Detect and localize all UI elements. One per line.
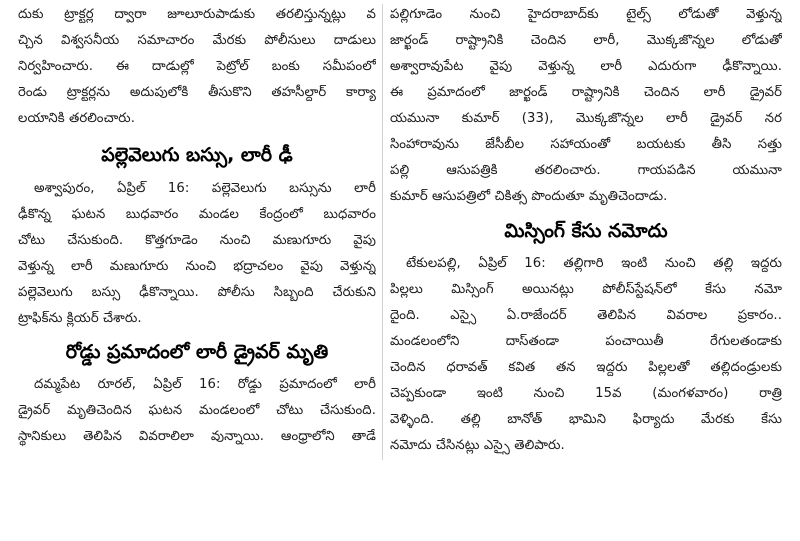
text-line: దమ్మపేట రూరల్, ఏప్రిల్ 16: రోడ్డు ప్రమాదంలో లారీ [34, 377, 376, 392]
text-line: ట్రాఫిక్‌ను క్లియర్ చేశారు. [18, 311, 142, 326]
text-line: అశ్వారావుపేట వైపు వెళ్తున్న లారీ ఎదురుగా ఢీకొన్నాయి. [390, 59, 782, 74]
text-line: కుమార్ ఆసుపత్రిలో చికిత్స పొందుతూ మృతిచెందాడు. [390, 189, 668, 204]
text-line: ఈ ప్రమాదంలో జార్ఖండ్ రాష్ట్రానికి చెందిన లారీ డ్రైవర్ [390, 85, 782, 100]
text-line: చెందిన ధరావత్ కవిత తన ఇద్దరు పిల్లలతో తల్లిదండ్రులకు [390, 360, 782, 375]
text-line: స్థానికులు తెలిపిన వివరాలిలా వున్నాయి. ఆంధ్రాలోని తాడే [18, 429, 376, 444]
text-line: పిల్లలు మిస్సింగ్ అయినట్లు పోలీస్‌స్టేషన్‌లో కేసు నమో [390, 282, 782, 297]
text-line: నమోదు చేసినట్లు ఎస్సై తెలిపారు. [390, 438, 565, 453]
text-line: వెళ్ళింది. తల్లి బానోత్ భామిని ఫిర్యాదు మేరకు కేసు [390, 412, 782, 427]
continued-story-text [18, 2, 376, 132]
continued-story-text [390, 2, 782, 210]
headline-lorry-driver-death: రోడ్డు ప్రమాదంలో లారీ డ్రైవర్ మృతి [65, 341, 329, 363]
text-line: పల్లిగూడెం నుంచి హైదరాబాద్‌కు టైల్స్ లోడుతో వెళ్తున్న [390, 7, 782, 22]
text-line: పల్లెవెలుగు బస్సు ఢీకొన్నాయి. పోలీసు సిబ్బంది చేరుకుని [18, 285, 376, 300]
text-line: సింహారావును జేసీబీల సహాయంతో బయటకు తీసి సత్తు [390, 137, 782, 152]
text-line: చెప్పకుండా ఇంటి నుంచి 15వ (మంగళవారం) రాత్రి [390, 386, 782, 401]
story-missing-case [390, 251, 782, 459]
text-line: నిర్వహించారు. ఈ దాడుల్లో పెట్రోల్ బంకు సమీపంలో [18, 59, 376, 74]
left-column [18, 2, 376, 450]
text-line: దైంది. ఎస్సై ఏ.రాజేందర్ తెలిపిన వివరాల ప్రకారం.. [390, 308, 782, 323]
text-line: చ్చిన విశ్వసనీయ సమాచారం మేరకు పోలీసులు దాడులు [18, 33, 376, 48]
text-line: యమునా కుమార్ (33), మొక్కజొన్నల లారీ డ్రైవర్ నర [390, 111, 782, 126]
text-line: పల్లి ఆసుపత్రికి తరలించారు. గాయపడిన యమునా [390, 163, 782, 178]
text-line: దుకు ట్రాక్టర్ల ద్వారా జూలూరుపాడుకు తరలిస్తున్నట్లు వ [18, 7, 376, 22]
text-line: అశ్వాపురం, ఏప్రిల్ 16: పల్లెవెలుగు బస్సును లారీ [34, 181, 376, 196]
text-line: జార్ఖండ్ రాష్ట్రానికి చెందిన లారీ, మొక్కజొన్నల లోడుతో [390, 33, 782, 48]
text-line: ఢీకొన్న ఘటన బుధవారం మండల కేంద్రంలో బుధవారం [18, 207, 376, 222]
headline-missing-case: మిస్సింగ్ కేసు నమోదు [504, 220, 668, 242]
text-line: డ్రైవర్ మృతిచెందిన ఘటన మండలంలో చోటు చేసుకుంది. [18, 403, 376, 418]
story-lorry-driver-death [18, 372, 376, 450]
story-bus-lorry-collision [18, 176, 376, 332]
right-column [390, 2, 782, 459]
text-line: చోటు చేసుకుంది. కొత్తగూడెం నుంచి మణుగూరు వైపు [18, 233, 376, 248]
text-line: టేకులపల్లి, ఏప్రిల్ 16: తల్లిగారి ఇంటి నుంచి తల్లి ఇద్దరు [406, 256, 782, 271]
text-line: లయానికి తరలించారు. [18, 111, 136, 126]
text-line: మండలంలోని దాస్‌తండా పంచాయితీ రేగులతండాకు [390, 334, 782, 349]
text-line: రెండు ట్రాక్టర్లను అదుపులోకి తీసుకొని తహసీల్దార్ కార్యా [18, 85, 376, 100]
text-line: వెళ్తున్న లారీ మణుగూరు నుంచి భద్రాచలం వైపు వెళ్తున్న [18, 259, 376, 274]
column-divider [382, 4, 383, 460]
headline-bus-lorry-collision: పల్లెవెలుగు బస్సు, లారీ ఢీ [101, 144, 293, 166]
